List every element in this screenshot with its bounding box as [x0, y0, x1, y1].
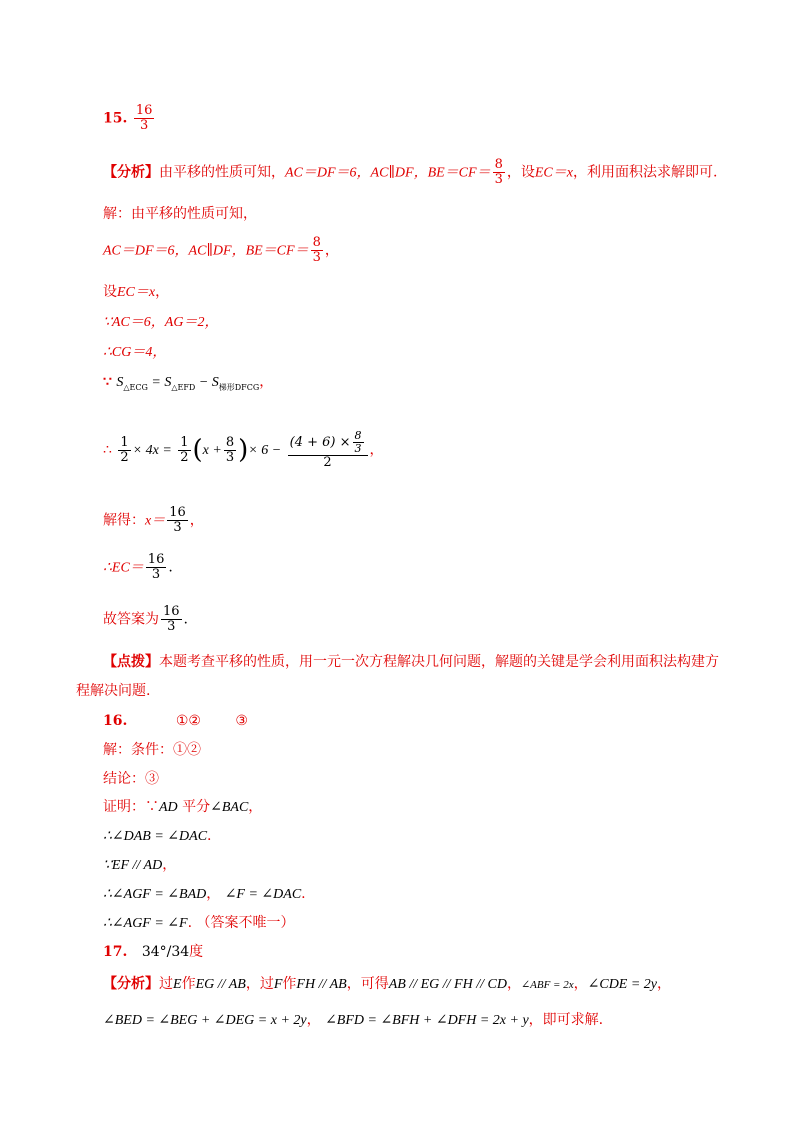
q15-solution-line1: AC＝DF＝6，AC∥DF，BE＝CF＝ $\frac{8}{3}$ ，: [103, 235, 339, 265]
sol-line1-fraction: $\frac{8}{3}$: [312, 235, 321, 265]
q15-ec-line: ∴EC＝ $\frac{16}{3}$ .: [103, 552, 173, 582]
q15-answer-line: [103, 104, 156, 133]
q16-step4: ∴∠AGF = ∠F. （答案不唯一）: [103, 915, 295, 931]
q16-conclusion: 结论：③: [103, 771, 159, 787]
point-tag: 【点拨】: [103, 654, 159, 670]
eq-frac-half: $\frac{1}{2}$: [120, 434, 129, 465]
q15-equation: ∴ $\frac{1}{2}$ × 4x = $\frac{1}{2}$ (x + $\frac{8}{3}$ )× 6 − (4 + 6) × $\frac{8}{3}$ 2 ，: [103, 429, 384, 470]
q17-analysis-tag: 【分析】: [103, 976, 159, 992]
q15-because-line: ∵AC＝6，AG＝2，: [103, 315, 219, 330]
q15-solution-intro: 解：由平移的性质可知，: [103, 206, 257, 222]
eq-frac-eight-thirds: $\frac{8}{3}$: [225, 434, 235, 465]
q15-therefore-line: ∴CG＝4，: [103, 345, 167, 360]
ec-fraction: $\frac{16}{3}$: [147, 552, 165, 582]
q15-point-line1: 【点拨】本题考查平移的性质，用一元一次方程解决几何问题，解题的关键是学会利用面积法构建方: [103, 654, 719, 670]
q17-analysis-line2: ∠BED = ∠BEG + ∠DEG = x + 2y， ∠BFD = ∠BFH + ∠DFH = 2x + y，即可求解.: [103, 1012, 604, 1028]
q16-condition: 解：条件：①②: [103, 742, 201, 758]
analysis-fraction: $\frac{8}{3}$: [494, 157, 503, 187]
q15-point-line2: 程解决问题.: [76, 683, 151, 699]
q16-number: 16.: [103, 713, 128, 729]
q15-number: 15.: [103, 110, 128, 127]
q16-step3: ∴∠AGF = ∠BAD， ∠F = ∠DAC.: [103, 886, 306, 902]
q16-answer-line: 16. ①② ③: [103, 713, 248, 729]
q17-number: 17.: [103, 944, 128, 960]
q15-set-line: 设EC＝x，: [103, 284, 170, 300]
q15-area-line: ∵ $S_{\triangle ECG} = S_{\triangle EFD} - S_{梯形DFCG}$，: [103, 374, 274, 392]
q15-solve-line: 解得：x＝ $\frac{16}{3}$ ，: [103, 505, 204, 535]
q16-step2: ∵EF // AD，: [103, 857, 177, 873]
final-fraction: $\frac{16}{3}$: [163, 604, 180, 634]
q15-final-answer: 故答案为 $\frac{16}{3}$ .: [103, 604, 188, 634]
q16-step1: ∴∠DAB = ∠DAC.: [103, 828, 212, 844]
q15-answer-fraction: $\frac{16}{3}$: [135, 103, 153, 133]
q16-proof-line: 证明：∵AD 平分∠BAC，: [103, 799, 263, 815]
q15-analysis: 【分析】由平移的性质可知，AC＝DF＝6，AC∥DF，BE＝CF＝ $\frac{8}{3}$ ，设EC＝x，利用面积法求解即可.: [103, 157, 718, 187]
analysis-tag: 【分析】: [103, 164, 159, 181]
q17-answer-line: 17. 34°/34度: [103, 944, 204, 960]
q17-analysis-line1: 【分析】过E作EG // AB，过F作FH // AB，可得AB // EG // FH // CD，∠ABF = 2x，∠CDE = 2y，: [103, 976, 672, 992]
eq-big-fraction: (4 + 6) × $\frac{8}{3}$ 2: [288, 430, 368, 470]
eq-frac-half-2: $\frac{1}{2}$: [180, 434, 189, 465]
solve-fraction: $\frac{16}{3}$: [169, 505, 186, 535]
